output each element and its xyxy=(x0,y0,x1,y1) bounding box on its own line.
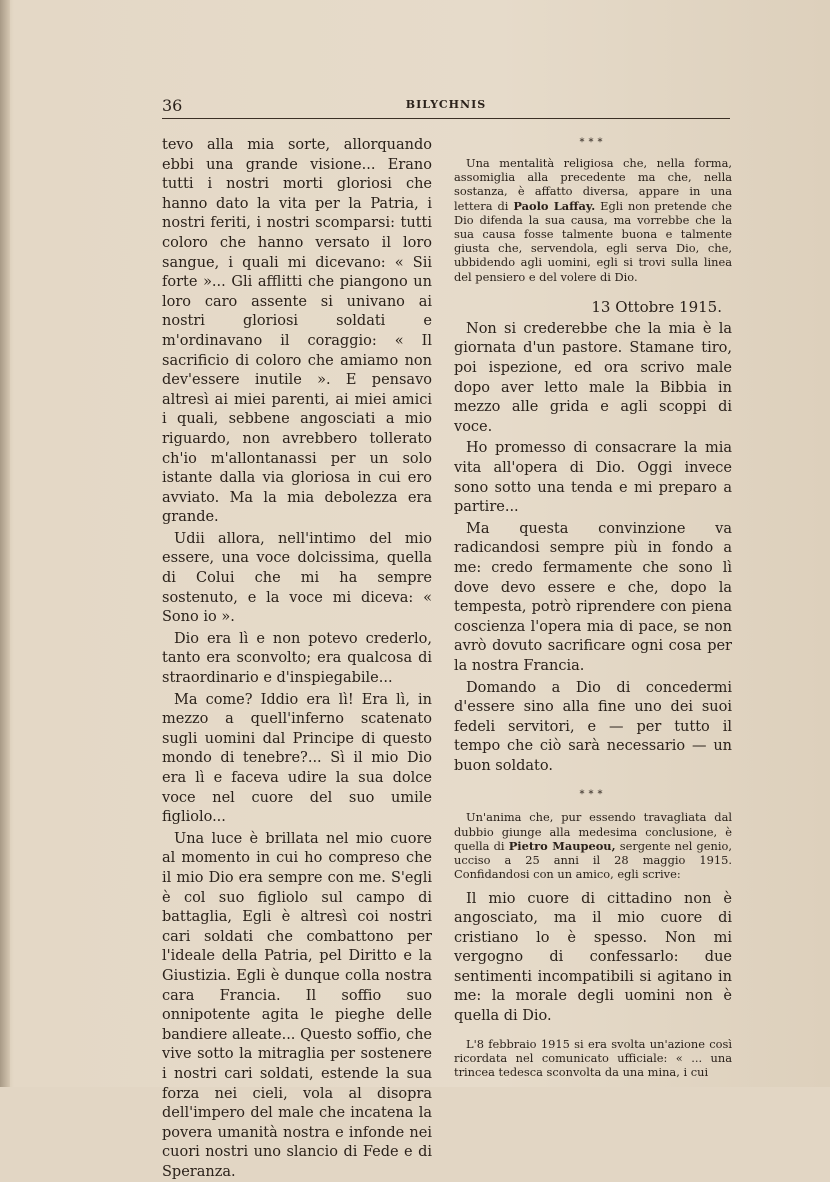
section-separator: *** xyxy=(579,789,607,801)
laffay-intro xyxy=(454,156,732,284)
letter-date: 13 Ottobre 1915. xyxy=(591,297,722,316)
intro-text: sergente nel genio, ucciso a 25 anni il 28 maggio 1915. Confidandosi con un amico, egli scrive: xyxy=(454,838,732,882)
paragraph: tevo alla mia sorte, allorquando ebbi una grande visione... Erano tutti i nostri morti gloriosi che hanno dato la vita per la Patria, i nostri feriti, i nostri scomparsi: tutti coloro che hanno versato il loro sangue, i quali mi dicevano: « Sii forte »... Gli afflitti che piangono un loro caro assente si univano ai nostri gloriosi soldati e m'ordinavano il coraggio: « Il sacrificio di coloro che amiamo non dev'essere inutile ». E pensavo altresì ai miei parenti, ai miei amici i quali, sebbene angosciati a mio riguardo, non avrebbero tollerato ch'io m'allontanassi per un solo istante dalla via gloriosa in cui ero avviato. Ma la mia debolezza era grande. xyxy=(162,137,432,526)
right-column xyxy=(454,136,732,1079)
letter-paragraph: Ho promesso di consacrare la mia vita all'opera di Dio. Oggi invece sono sotto una tenda e mi preparo a partire... xyxy=(454,440,732,516)
paragraph: Udii allora, nell'intimo del mio essere, una voce dolcissima, quella di Colui che mi ha sempre sostenuto, e la voce mi diceva: « Sono io ». xyxy=(162,530,432,626)
person-name: Paolo Laffay. xyxy=(513,198,596,213)
intro-text: Egli non pretende che Dio difenda la sua causa, ma vorrebbe che la sua causa fosse talmente buona e talmente giusta che, servendola, egli serva Dio, che, ubbidendo agli uomini, egli si trovi sulla linea del pensiero e del volere di Dio. xyxy=(454,198,732,284)
person-name: Pietro Maupeou, xyxy=(508,838,616,853)
running-title: BILYCHNIS xyxy=(405,98,487,111)
quote-paragraph: Il mio cuore di cittadino non è angosciato, ma il mio cuore di cristiano lo è spesso. Non mi vergogno di confessarlo: due sentimenti incompatibili si agitano in me: la morale degli uomini non è quella di Dio. xyxy=(454,890,732,1025)
header-rule xyxy=(162,118,730,119)
letter-paragraph: Non si crederebbe che la mia è la giornata d'un pastore. Stamane tiro, poi ispezione, ed ora scrivo male dopo aver letto male la Bibbia in mezzo alle grida e agli scoppi di voce. xyxy=(454,320,732,435)
paragraph: L'8 febbraio 1915 si era svolta un'azione così ricordata nel comunicato ufficiale: « ... una trincea tedesca sconvolta da una mina, i cui xyxy=(454,1036,732,1080)
left-column xyxy=(162,136,432,1182)
maupeou-intro xyxy=(454,810,732,881)
section-separator: *** xyxy=(579,137,607,148)
letter-paragraph: Ma questa convinzione va radicandosi sempre più in fondo a me: credo fermamente che sono lì dove devo essere e che, dopo la tempesta, potrò riprendere con piena coscienza l'opera mia di pace, se non avrò dovuto sacrificare ogni cosa per la nostra Francia. xyxy=(454,520,732,674)
paragraph: Una luce è brillata nel mio cuore al momento in cui ho compreso che il mio Dio era sempre con me. S'egli è col suo figliolo sul campo di battaglia, Egli è altresì coi nostri cari soldati che combattono per l'ideale della Patria, pel Diritto e la Giustizia. Egli è dunque colla nostra cara Francia. Il soffio suo onnipotente agita le pieghe delle bandiere alleate... Questo soffio, che vive sotto la mitraglia per sostenere i nostri cari soldati, estende la sua forza nei cieli, vola al disopra dell'impero del male che incatena la povera umanità nostra e infonde nei cuori nostri uno slancio di Fede e di Speranza. xyxy=(162,830,432,1180)
page-header xyxy=(162,96,730,118)
intro-text: Una mentalità religiosa che, nella forma, assomiglia alla precedente ma che, nella sostanza, è affatto diversa, appare in una lettera di xyxy=(454,156,732,213)
letter-paragraph: Domando a Dio di concedermi d'essere sino alla fine uno dei suoi fedeli servitori, e — per tutto il tempo che ciò sarà necessario — un buon soldato. xyxy=(454,679,732,774)
page-number: 36 xyxy=(162,96,183,115)
paragraph: Dio era lì e non potevo crederlo, tanto era sconvolto; era qualcosa di straordinario e d'inspiegabile... xyxy=(162,630,432,687)
intro-text: Un'anima che, pur essendo travagliata dal dubbio giunge alla medesima conclusione, è quella di xyxy=(454,810,732,853)
paragraph: Ma come? Iddio era lì! Era lì, in mezzo a quell'inferno scatenato sugli uomini dal Principe di questo mondo di tenebre?... Sì il mio Dio era lì e faceva udire la sua dolce voce nel cuore del suo umile figliolo... xyxy=(162,691,432,826)
binding-edge xyxy=(0,0,10,1087)
